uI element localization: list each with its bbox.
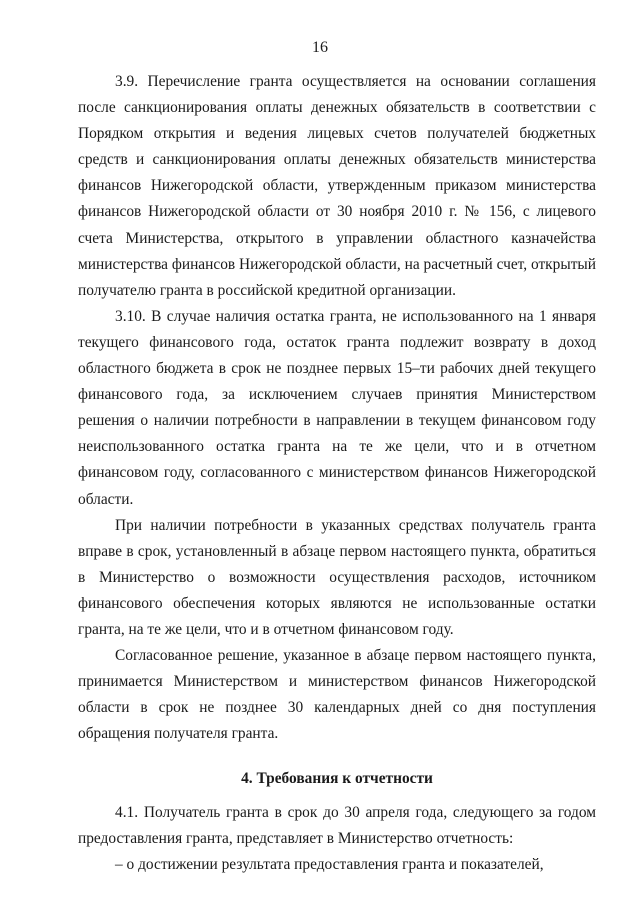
section-heading: 4. Требования к отчетности [241,770,433,788]
paragraph-4-1: 4.1. Получатель гранта в срок до 30 апреля года, следующего за годом предоставления гранта, представляет в Министерство отчетность: [78,803,596,847]
document-body [78,69,596,878]
paragraph-3-10-unused-funds: При наличии потребности в указанных средствах получатель гранта вправе в срок, установленный в абзаце первом настоящего пункта, обратиться в Министерство о возможности осуществления расходов, источником финансового обеспечения которых являются не использованные остатки гранта, на те же цели, что и в отчетном финансовом году. [78,516,596,638]
paragraph-4-1-item: – о достижении результата предоставления гранта и показателей, [115,855,544,873]
page-number: 16 [312,39,328,56]
paragraph-3-9: 3.9. Перечисление гранта осуществляется на основании соглашения после санкционирования оплаты денежных обязательств в соответствии с Порядком открытия и ведения лицевых счетов получателей бюджетных средств и санкционирования оплаты денежных обязательств министерства финансов Нижегородской области, утвержденным приказом министерства финансов Нижегородской области от 30 ноября 2010 г. № 156, с лицевого счета Министерства, открытого в управлении областного казначейства министерства финансов Нижегородской области, на расчетный счет, открытый получателю гранта в российской кредитной организации. [78,73,596,299]
paragraph-3-10-agreed-decision: Согласованное решение, указанное в абзаце первом настоящего пункта, принимается Министерством и министерством финансов Нижегородской области в срок не позднее 30 календарных дней со дня поступления обращения получателя гранта. [78,647,596,743]
paragraph-3-10: 3.10. В случае наличия остатка гранта, не использованного на 1 января текущего финансового года, остаток гранта подлежит возврату в доход областного бюджета в срок не позднее первых 15–ти рабочих дней текущего финансового года, за исключением случаев принятия Министерством решения о наличии потребности в направлении в текущем финансовом году неиспользованного остатка гранта на те же цели, что и в отчетном финансовом году, согласованного с министерством финансов Нижегородской области. [78,307,596,508]
